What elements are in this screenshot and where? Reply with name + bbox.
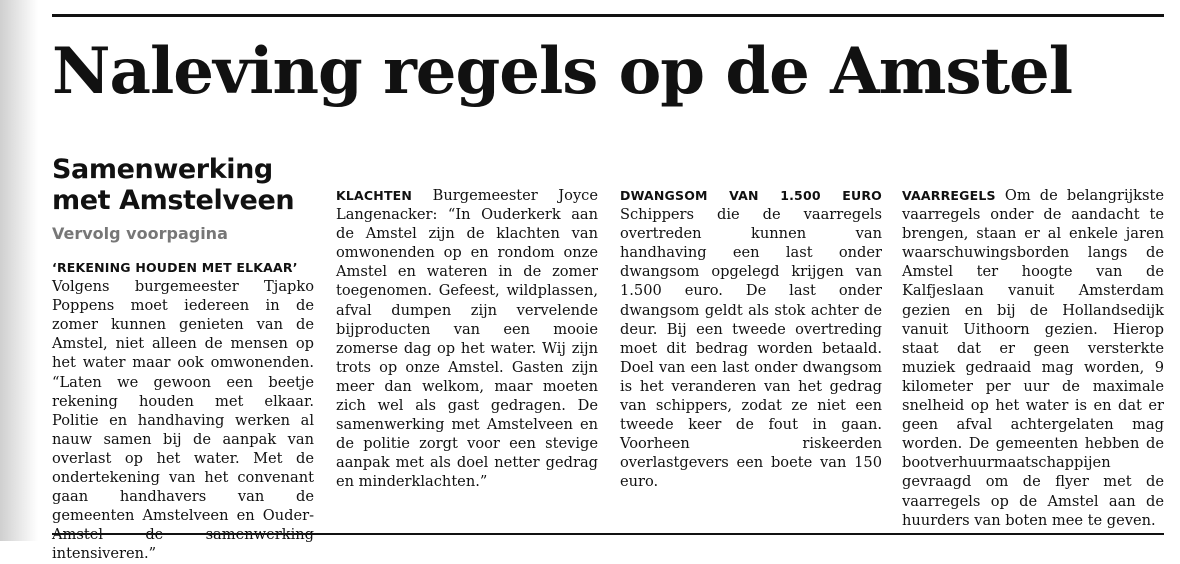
headline: Naleving regels op de Amstel	[52, 34, 1073, 109]
section-body: Volgens burgemeester Tjapko Poppens moet iedereen in de zomer kunnen genieten van de Amstel, niet alleen de mensen op het water maar ook omwonenden. “Laten we gewoon een beetje rekening houden met elkaar. Politie en handhaving werken al nauw samen bij de aanpak van overlast op het water. Met de ondertekening van het convenant gaan handhavers van de gemeenten Amstelveen en Ouder- intensiveren.”	[52, 278, 314, 563]
column-1	[52, 152, 314, 563]
section-lead: KLACHTEN	[336, 188, 413, 203]
section-lead: DWANGSOM VAN 1.500 EURO	[620, 188, 882, 203]
section-klachten	[336, 186, 598, 492]
section-body: Schippers die de vaarregels overtreden kunnen van handhaving een last onder dwangsom opgelegd krijgen van 1.500 euro. De last onder dwangsom geldt als stok achter de deur. Bij een tweede overtreding moet dit bedrag worden betaald. Doel van een last onder dwangsom is het veranderen van het gedrag van schippers, zodat ze niet een tweede keer de fout in gaan. Voorheen riskeerden overlastgevers een boete van 150 euro.	[620, 206, 882, 491]
subheadline: Samenwerking met Amstelveen	[52, 154, 295, 216]
section-dwangsom	[620, 186, 882, 492]
section-body: Burgemeester Joyce Langenacker: “In Ouderkerk aan de Amstel zijn de klachten van omwonenden op en rondom onze Amstel en wateren in de zomer toegenomen. Gefeest, wildplassen, afval dumpen zijn vervelende bijproducten van een mooie zomerse dag op het water. Wij zijn trots op onze Amstel. Gasten zijn meer dan welkom, maar moeten zich wel als gast gedragen. De samenwerking met Amstelveen en de politie zorgt voor een stevige aanpak met als doel netter gedrag en minderklachten.”	[336, 187, 598, 491]
kicker: Vervolg voorpagina	[52, 224, 228, 243]
bottom-rule	[52, 533, 1164, 535]
section-lead: VAARREGELS	[902, 188, 996, 203]
column-3	[620, 186, 882, 558]
top-rule	[52, 14, 1164, 17]
section-rekening	[52, 258, 314, 564]
column-2	[336, 186, 598, 558]
column-4	[902, 186, 1164, 558]
page-edge-shadow	[0, 0, 38, 541]
section-body: Om de belangrijkste vaarregels onder de aandacht te brengen, staan er al enkele jaren waarschuwingsborden langs de Amstel ter hoogte van de Kalfjeslaan vanuit Amsterdam gezien en bij de Hollandsedijk vanuit Uithoorn gezien. Hierop staat dat er geen versterkte muziek gedraaid mag worden, 9 kilometer per uur de maximale snelheid op het water is en dat er geen afval achtergelaten mag worden. De gemeenten hebben de bootverhuurmaatschappijen gevraagd om de flyer met de vaarregels op de Amstel aan de huurders van boten mee te geven.	[902, 187, 1165, 529]
section-lead: ‘REKENING HOUDEN MET ELKAAR’	[52, 260, 298, 275]
section-vaarregels	[902, 186, 1164, 530]
